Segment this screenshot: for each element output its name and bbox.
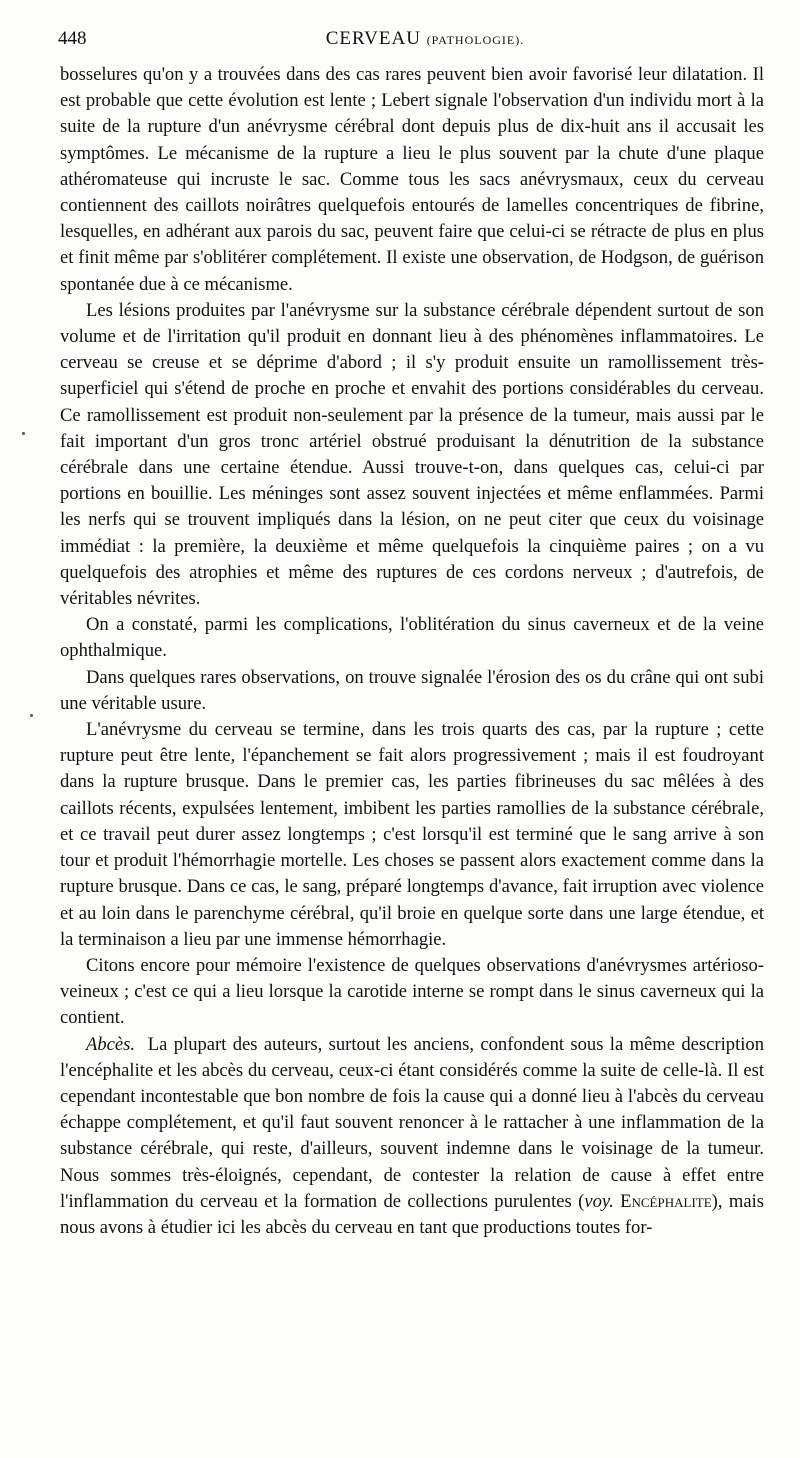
paragraph-abces	[60, 1032, 764, 1242]
page-header	[58, 28, 766, 52]
running-title	[58, 28, 766, 50]
paragraph-arteriovenous: Citons encore pour mémoire l'existence de quelques observations d'anévrysmes artérioso-veineux ; c'est ce qui a lieu lorsque la carotide interne se rompt dans le sinus caverneux qui la contient.	[60, 954, 764, 1029]
paragraph-lesions: Les lésions produites par l'anévrysme sur la substance cérébrale dépendent surtout de son volume et de l'irritation qu'il produit en donnant lieu à des phénomènes inflammatoires. Le cerveau se creuse et se déprime d'abord ; il s'y produit ensuite un ramollissement très-superficiel qui s'étend de proche en proche et envahit des portions considérables du cerveau. Ce ramollissement est produit non-seulement par la présence de la tumeur, mais aussi par le fait important d'un gros tronc artériel obstrué produisant la dénutrition de la substance cérébrale dans une certaine étendue. Aussi trouve-t-on, dans quelques cas, celui-ci par portions en bouillie. Les méninges sont assez souvent injectées et même enflammées. Parmi les nerfs qui se trouvent impliqués dans la lésion, on ne peut citer que ceux du voisinage immédiat : la première, la deuxième et même quelquefois la cinquième paires ; on a vu quelquefois des atrophies et même des ruptures de ces cordons nerveux ; d'autrefois, de véritables névrites.	[60, 299, 764, 610]
running-title-main: CERVEAU	[325, 28, 421, 49]
print-speck	[30, 714, 33, 717]
paragraph-bone-erosion: Dans quelques rares observations, on trouve signalée l'érosion des os du crâne qui ont subi une véritable usure.	[60, 666, 764, 714]
paragraph-rupture: L'anévrysme du cerveau se termine, dans les trois quarts des cas, par la rupture ; cette rupture peut être lente, l'épanchement se fait alors progressivement ; mais il est foudroyant dans la rupture brusque. Dans le premier cas, les parties fibrineuses du sac mêlées à des caillots récents, expulsées lentement, imbibent les parties ramollies de la substance cérébrale, et ce travail peut durer assez longtemps ; c'est lorsqu'il est terminé que le sang arrive à son tour et produit l'hémorrhagie mortelle. Les choses se passent alors exactement comme dans la rupture brusque. Dans ce cas, le sang, préparé longtemps d'avance, fait irruption avec violence et au loin dans le parenchyme cérébral, qu'il broie en quelque sorte dans une large étendue, et la terminaison a lieu par une immense hémorrhagie.	[60, 719, 764, 950]
abces-text-before: La plupart des auteurs, surtout les anciens, confondent sous la même description l'encéphalite et les abcès du cerveau, ceux-ci étant considérés comme la suite de celle-là. Il est cependant incontestable que bon nombre de fois la cause qui a donné lieu à l'abcès du cerveau échappe complétement, et qu'il faut souvent renoncer à le rattacher à une inflammation de la substance cérébrale, qui reste, d'ailleurs, souvent indemne dans le voisinage de la tumeur. Nous sommes très-éloignés, cependant, de contester la relation de cause à effet entre l'inflammation du cerveau et la formation de collections purulentes (	[60, 1033, 764, 1212]
running-title-subtitle: (PATHOLOGIE).	[426, 33, 525, 47]
section-title-abces: Abcès.	[86, 1033, 136, 1055]
page-number: 448	[58, 28, 87, 49]
paragraph-complications: On a constaté, parmi les complications, l'oblitération du sinus caverneux et de la veine ophthalmique.	[60, 614, 764, 662]
abces-voy: voy.	[584, 1190, 614, 1212]
cross-reference-encephalite: Encéphalite	[620, 1190, 712, 1212]
paragraph-aneurysm-evolution: bosselures qu'on y a trouvées dans des cas rares peuvent bien avoir favorisé leur dilatation. Il est probable que cette évolution est lente ; Lebert signale l'observation d'un individu mort à la suite de la rupture d'un anévrysme cérébral dont depuis plus de dix-huit ans il accusait les symptômes. Le mécanisme de la rupture a lieu le plus souvent par la chute d'une plaque athéromateuse qui incruste le sac. Comme tous les sacs anévrysmaux, ceux du cerveau contiennent des caillots noirâtres quelquefois entourés de lamelles concentriques de fibrine, lesquelles, en adhérant aux parois du sac, peuvent faire que celui-ci se rétracte de plus en plus et finit même par s'oblitérer complétement. Il existe une observation, de Hodgson, de guérison spontanée due à ce mécanisme.	[60, 64, 764, 295]
page-body	[60, 62, 764, 1241]
abces-text-after: ), mais nous avons à étudier ici les abcès du cerveau en tant que productions toutes for-	[60, 1190, 764, 1238]
print-speck	[22, 432, 25, 435]
